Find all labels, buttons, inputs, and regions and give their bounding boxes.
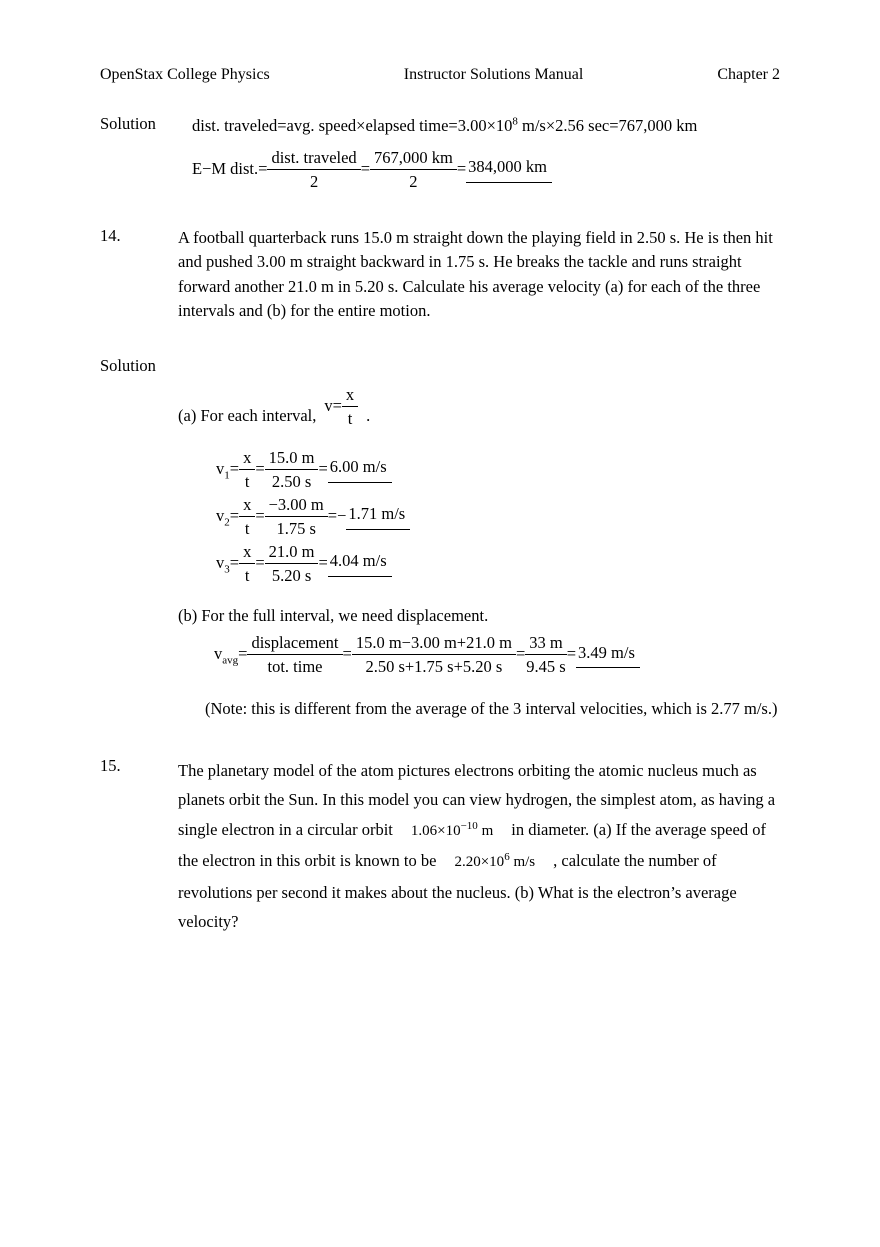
problem-14-text: A football quarterback runs 15.0 m straight down the playing field in 2.50 s. He is then hit and pushed 3.00 m straight backward in 1.75 s. He breaks the tackle and runs straight forward another 21.0 m in 5.20 s. Calculate his average velocity (a) for each of the three intervals and (b) for the entire motion. (178, 227, 773, 320)
equals-sign: = (255, 458, 265, 478)
eq-subscript: 1 (224, 469, 230, 482)
solution-13-content (178, 114, 780, 192)
denominator: t (244, 518, 250, 538)
equals-sign: = (255, 552, 265, 572)
fraction (239, 447, 255, 492)
denominator: 2 (309, 171, 319, 191)
denominator: 9.45 s (526, 657, 566, 676)
math-base: 2.20×10 (454, 854, 505, 870)
part-b-intro: (b) For the full interval, we need displacement. (178, 605, 489, 625)
exponent: 8 (512, 115, 518, 128)
page-header (100, 66, 780, 84)
solution-label: Solution (100, 114, 156, 133)
problem-15-number: 15. (100, 755, 121, 775)
numerator: 15.0 m (265, 447, 319, 470)
part-a-text: (a) For each interval, (178, 405, 317, 425)
fraction (525, 632, 566, 677)
eq-subscript: 3 (224, 563, 230, 576)
equation-vavg (214, 632, 780, 677)
equals-sign: = (318, 458, 328, 478)
numerator: 767,000 km (370, 147, 457, 170)
part-a-line (178, 382, 780, 427)
problem-15 (100, 756, 780, 937)
inline-math-diameter (410, 819, 494, 839)
header-right: Chapter 2 (717, 66, 780, 83)
header-left: OpenStax College Physics (100, 66, 270, 83)
denominator: tot. time (267, 657, 323, 676)
eq-text: dist. traveled=avg. speed×elapsed time=3.00×10 (192, 116, 513, 135)
problem-15-text (178, 756, 780, 937)
eq-subscript: 2 (224, 516, 230, 529)
equals-sign: = (566, 644, 577, 664)
denominator: t (347, 408, 353, 428)
numerator: displacement (247, 632, 342, 655)
eq-lhs: E−M dist.= (192, 158, 268, 178)
solution-13-line2 (192, 147, 780, 192)
fraction (239, 541, 255, 586)
equation-result: 3.49 m/s (576, 641, 640, 669)
problem-15-seg2: in diameter. (a) If the average speed of the electron in this orbit is known to be (178, 819, 766, 870)
exponent: 6 (504, 851, 510, 863)
eq-lhs (216, 504, 230, 529)
fraction (352, 632, 516, 677)
fraction (247, 632, 342, 677)
denominator: 2.50 s (271, 471, 312, 491)
equals-sign: = (229, 552, 240, 572)
equals-sign: = (229, 458, 240, 478)
equals-sign: = (342, 644, 352, 664)
problem-14 (100, 226, 780, 324)
equals-sign: = (238, 644, 248, 664)
numerator: x (239, 541, 255, 564)
eq-subscript: avg (222, 654, 239, 667)
problem-14-number: 14. (100, 225, 121, 245)
numerator: x (239, 447, 255, 470)
equals-sign: = (515, 644, 526, 664)
denominator: 2.50 s+1.75 s+5.20 s (365, 657, 503, 676)
inline-equation (324, 384, 358, 429)
math-unit: m (477, 822, 494, 839)
solution-13-line1 (192, 114, 780, 139)
denominator: t (244, 471, 250, 491)
solution-14-block (100, 356, 780, 722)
eq-var: v (216, 458, 225, 478)
denominator: t (244, 565, 250, 585)
numerator: 15.0 m−3.00 m+21.0 m (352, 632, 516, 655)
numerator: x (342, 384, 358, 407)
eq-text: m/s×2.56 sec=767,000 km (517, 116, 698, 135)
fraction (239, 494, 255, 539)
equation-v1 (216, 447, 780, 492)
equation-v3 (216, 541, 780, 586)
denominator: 1.75 s (276, 518, 316, 538)
interval-equations (216, 447, 780, 586)
fraction (267, 147, 360, 192)
header-center: Instructor Solutions Manual (403, 66, 584, 83)
numerator: 21.0 m (265, 541, 319, 564)
equation-result: 1.71 m/s (346, 502, 410, 530)
equation-v2 (216, 494, 780, 539)
fraction (370, 147, 457, 192)
equals-sign: = (360, 158, 370, 178)
solution-note: (Note: this is different from the average of the 3 interval velocities, which is 2.77 m/s.) (205, 699, 778, 718)
problem-15-seg1: The planetary model of the atom pictures electrons orbiting the atomic nucleus much as planets orbit the Sun. In this model you can view hydrogen, the simplest atom, as having a single electron in a circular orbit (178, 760, 776, 839)
math-unit: m/s (509, 854, 536, 870)
equals-sign: = (229, 505, 240, 525)
eq-lhs: v= (324, 396, 342, 415)
problem-15-seg3: , calculate the number of revolutions per second it makes about the nucleus. (b) What is the electron’s average velocity? (178, 851, 737, 931)
denominator: 2 (409, 171, 418, 191)
equation-result: 6.00 m/s (328, 455, 392, 483)
period: . (366, 405, 371, 425)
solution-13-block (100, 114, 780, 192)
equation-result: 384,000 km (466, 155, 552, 183)
equation-result: 4.04 m/s (328, 549, 392, 577)
equals-sign: = (318, 552, 328, 572)
solution-label: Solution (100, 355, 156, 375)
solution-14-content (178, 356, 780, 722)
inline-math-speed (454, 851, 536, 870)
numerator: −3.00 m (265, 494, 328, 517)
math-base: 1.06×10 (410, 822, 461, 839)
denominator: 5.20 s (271, 565, 312, 585)
equals-sign: = (456, 158, 467, 178)
eq-lhs (216, 457, 230, 482)
eq-var: v (214, 644, 223, 664)
eq-lhs (216, 551, 230, 576)
numerator: x (239, 494, 255, 517)
eq-lhs (214, 642, 238, 667)
numerator: dist. traveled (267, 147, 360, 170)
equals-sign: =− (327, 505, 347, 525)
fraction (342, 384, 358, 429)
numerator: 33 m (525, 632, 566, 655)
equals-sign: = (255, 505, 265, 525)
eq-var: v (216, 505, 225, 525)
fraction (265, 447, 319, 492)
fraction (265, 494, 328, 539)
eq-var: v (216, 552, 225, 572)
fraction (265, 541, 319, 586)
exponent: −10 (460, 819, 478, 832)
